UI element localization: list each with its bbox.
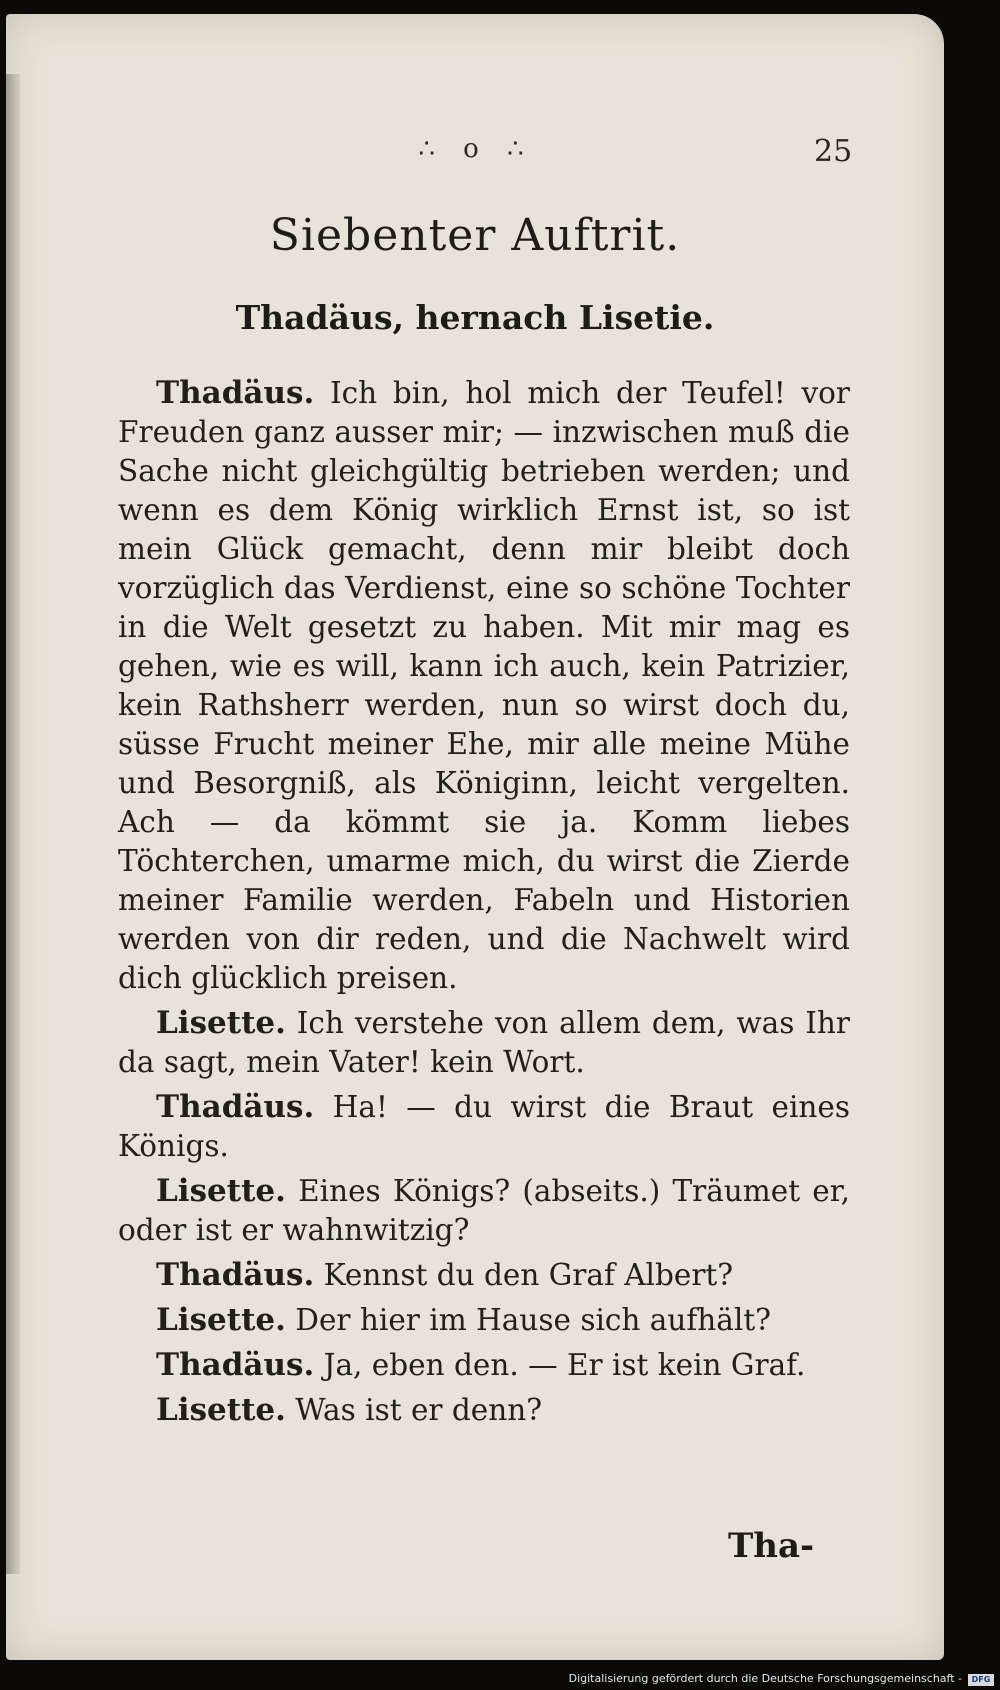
dialogue-paragraph [118,1004,850,1082]
speaker-name: Lisette. [156,1005,286,1041]
speech-text: Ich verstehe von allem dem, was Ihr da sagt, mein Vater! kein Wort. [118,1006,850,1079]
speaker-name: Thadäus. [156,1347,315,1383]
catchword: Tha- [728,1526,815,1566]
speech-text: Was ist er denn? [295,1393,543,1427]
dialogue-paragraph [118,1256,850,1295]
scene-characters: Thadäus, hernach Lisetie. [235,298,715,337]
speaker-name: Thadäus. [156,1089,315,1125]
dfg-logo: DFG [968,1674,994,1686]
page-header [6,134,944,174]
dialogue-paragraph [118,1301,850,1340]
dialogue-text [118,374,850,1430]
speech-text: Ha! — du wirst die Braut eines Königs. [118,1090,850,1163]
speech-text: Der hier im Hause sich aufhält? [295,1303,771,1337]
speech-text: Ja, eben den. — Er ist kein Graf. [323,1348,806,1382]
speech-text: Kennst du den Graf Albert? [323,1258,734,1292]
speech-text: Ich bin, hol mich der Teufel! vor Freuden ganz ausser mir; — inzwischen muß die Sache nicht gleichgültig betrieben werden; und wenn es dem König wirklich Ernst ist, so ist mein Glück gemacht, denn mir bleibt doch vorzüglich das Verdienst, eine so schöne Tochter in die Welt gesetzt zu haben. Mit mir mag es gehen, wie es will, kann ich auch, kein Patrizier, kein Rathsherr werden, nun so wirst doch du, süsse Frucht meiner Ehe, mir alle meine Mühe und Besorgniß, als Königinn, leicht vergelten. Ach — da kömmt sie ja. Komm liebes Töchterchen, umarme mich, du wirst die Zierde meiner Familie werden, Fabeln und Historien werden von dir reden, und die Nachwelt wird dich glücklich preisen. [118,376,850,995]
speaker-name: Lisette. [156,1392,286,1428]
speaker-name: Lisette. [156,1173,286,1209]
header-ornament: ∴ o ∴ [418,134,534,164]
digitization-credit: Digitalisierung gefördert durch die Deutsche Forschungsgemeinschaft - [568,1672,962,1685]
book-page [6,14,944,1660]
dialogue-paragraph [118,1172,850,1250]
speaker-name: Thadäus. [156,375,315,411]
speaker-name: Thadäus. [156,1257,315,1293]
dialogue-paragraph [118,374,850,998]
page-number: 25 [814,134,853,169]
speech-text: Eines Königs? (abseits.) Träumet er, oder ist er wahnwitzig? [118,1174,850,1247]
dialogue-paragraph [118,1391,850,1430]
dialogue-paragraph [118,1088,850,1166]
dialogue-paragraph [118,1346,850,1385]
speaker-name: Lisette. [156,1302,286,1338]
scene-title: Siebenter Auftrit. [269,210,681,261]
